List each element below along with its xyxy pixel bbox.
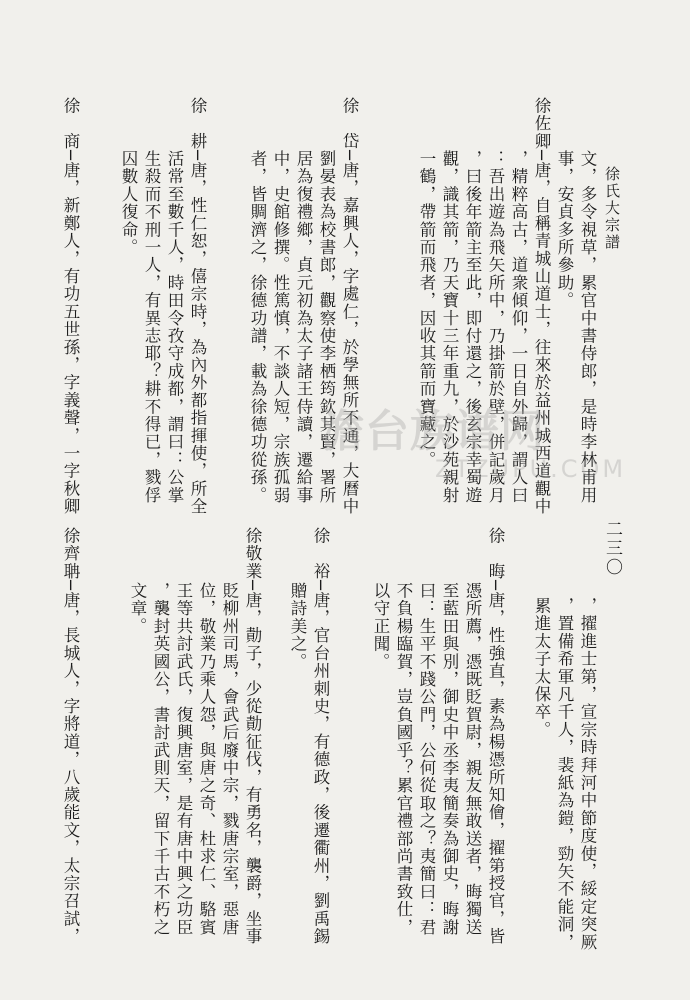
text-column: 以守正聞。 bbox=[371, 582, 390, 671]
entry-heading-column: 徐 耕─唐，性仁恕，僖宗時，為內外都指揮使，所全 bbox=[188, 97, 207, 516]
entry-heading-column: 徐 裕─唐，官台州刺史，有德政，後遷衢州，劉禹錫 bbox=[311, 527, 330, 946]
entry-heading-column: 徐 岱─唐，嘉興人，字處仁，於學無所不通，大曆中 bbox=[340, 97, 359, 516]
text-column: 貶柳州司馬，會武后廢中宗，戮唐宗室，惡唐 bbox=[220, 582, 239, 936]
book-title: 徐氏大宗譜 bbox=[603, 166, 621, 251]
text-column: ，曰後年箭主至此，即付還之，後玄宗幸蜀遊 bbox=[463, 150, 482, 504]
text-column: ，置備希軍凡千人，裴紙為鎧，勁矢不能洞， bbox=[555, 597, 574, 951]
text-column: 囚數人復命。 bbox=[119, 150, 138, 257]
entry-heading-column: 徐敬業─唐，勣子，少從勣征伐，有勇名，襲爵，坐事 bbox=[243, 527, 262, 946]
watermark-url: ZTZUPU.COM bbox=[435, 455, 627, 483]
text-column: 文章。 bbox=[128, 582, 147, 636]
text-column: 一鶴，帶箭而飛者，因收其箭而寶藏之。 bbox=[417, 150, 436, 469]
text-column: 事，安貞多所參助。 bbox=[555, 150, 574, 310]
text-column: 曰：生平不踐公門，公何從取之？夷簡曰：君 bbox=[417, 582, 436, 936]
text-column: 劉晏表為校書郎，觀察使李栖筠欽其賢，署所 bbox=[317, 150, 336, 504]
text-column: 活常至數千人，時田令孜守成都，謂曰：公掌 bbox=[165, 150, 184, 504]
watermark: 澹台族谱网 bbox=[320, 406, 545, 457]
text-column: 中，史館修撰。性篤慎，不談人短，宗族孤弱 bbox=[271, 150, 290, 504]
text-column: 居為復禮鄉，貞元初為太子諸王侍讀，遷給事 bbox=[294, 150, 313, 504]
text-column: ，精粹高古，道衆傾仰，一日自外歸，謂人曰 bbox=[509, 150, 528, 504]
text-column: 至藍田與別，御史中丞李夷簡奏為御史，晦謝 bbox=[440, 582, 459, 936]
text-column: 位，敬業乃乘人怨，與唐之奇、杜求仁、駱賓 bbox=[197, 582, 216, 936]
text-column: 者，皆賙濟之，徐德功譜，載為徐德功從孫。 bbox=[248, 150, 267, 504]
text-column: 不負楊臨賀，豈負國乎？累官禮部尚書致仕， bbox=[394, 582, 413, 936]
text-column: ：吾出遊為飛矢所中，乃掛箭於壁，併記歲月 bbox=[486, 150, 505, 504]
entry-heading-column: 徐齊聃─唐，長城人，字將道，八歲能文，太宗召試， bbox=[61, 527, 80, 946]
page-number: 二三〇 bbox=[602, 520, 622, 577]
text-column: 累進太子太保卒。 bbox=[532, 597, 551, 739]
text-column: 王等共討武氏，復興唐室，是有唐中興之功臣 bbox=[174, 582, 193, 936]
text-column: ，襲封英國公，書討武則天，留下千古不朽之 bbox=[151, 582, 170, 936]
entry-heading-column: 徐 晦─唐，性強直，素為楊憑所知儈，擢第授官，皆 bbox=[486, 527, 505, 946]
text-column: 贈詩美之。 bbox=[288, 582, 307, 671]
entry-heading-column: 徐佐卿─唐，自稱青城山道士，往來於益州城西道觀中 bbox=[532, 97, 551, 516]
text-column: 生殺而不刑一人，有異志耶？耕不得已，戮俘 bbox=[142, 150, 161, 504]
entry-heading-column: 徐 商─唐，新鄭人，有功五世孫，字義聲，一字秋卿 bbox=[61, 97, 80, 516]
text-column: ，擢進士第，宣宗時拜河中節度使，綏定突厥 bbox=[578, 597, 597, 951]
text-column: 文，多令視草，累官中書侍郎，是時李林甫用 bbox=[578, 150, 597, 504]
text-column: 憑所薦，憑既貶賀尉，親友無敢送者，晦獨送 bbox=[463, 582, 482, 936]
text-column: 觀，識其箭，乃天寶十三年重九，於沙苑親射 bbox=[440, 150, 459, 504]
